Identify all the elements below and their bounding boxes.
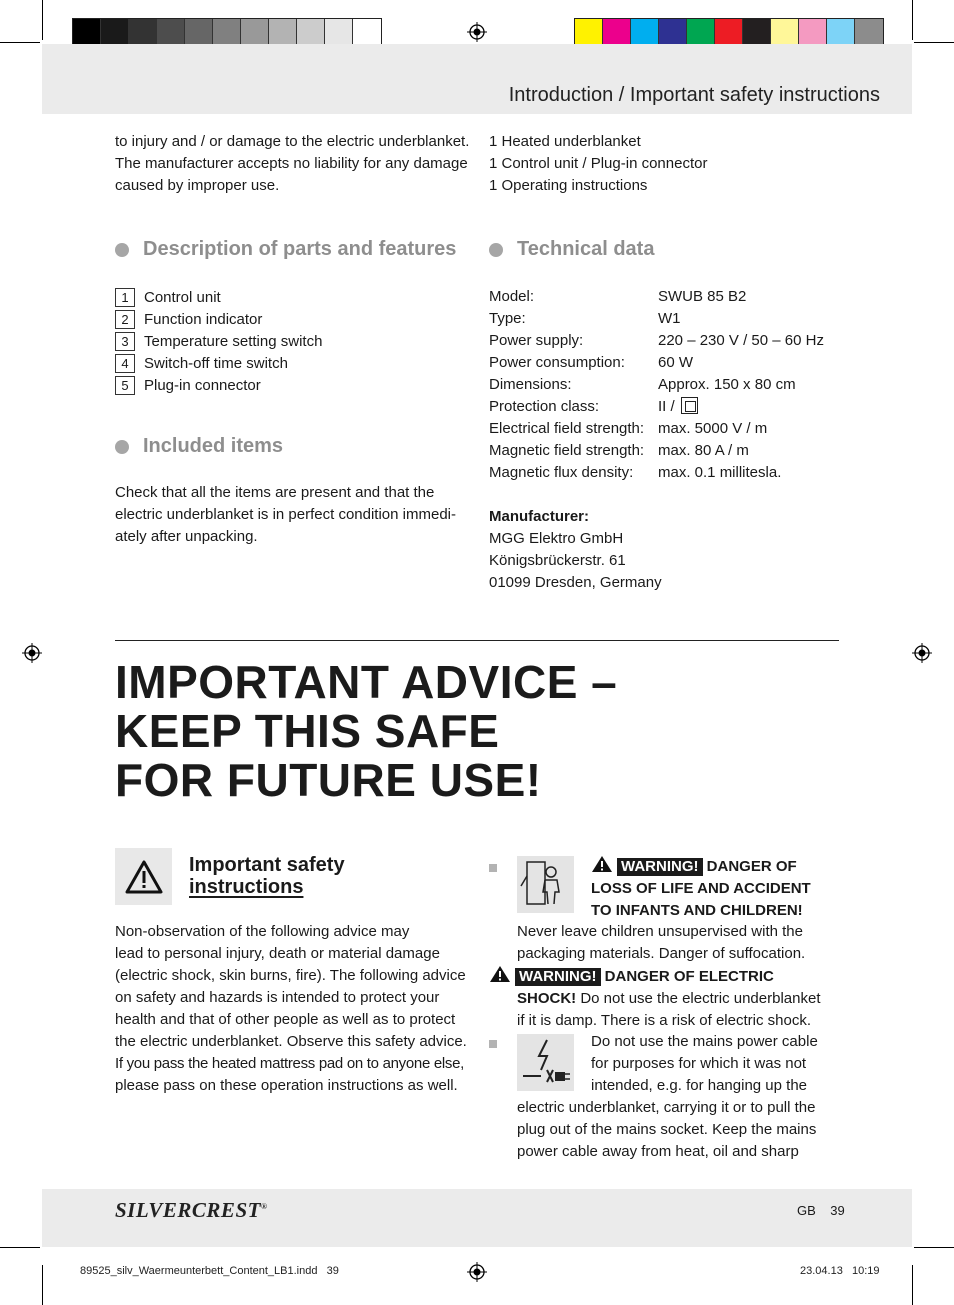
language-code: GB (797, 1203, 816, 1218)
text-line: Non-observation of the following advice may (115, 923, 410, 940)
double-insulation-icon (681, 397, 698, 414)
registration-mark-icon (467, 22, 487, 42)
warning-label: WARNING! (617, 858, 703, 876)
table-row (489, 462, 824, 484)
warning-triangle-icon (489, 965, 511, 983)
spec-value: Approx. 150 x 80 cm (658, 376, 796, 393)
text-line: (electric shock, skin burns, fire). The following advice (115, 967, 466, 984)
advice-title-line: KEEP THIS SAFE (115, 705, 500, 757)
color-swatch (101, 19, 129, 45)
spec-key: Type: (489, 310, 526, 327)
text-line: intended, e.g. for hanging up the (591, 1077, 808, 1094)
brand-logo (115, 1198, 267, 1223)
list-item: 1 Heated underblanket (489, 133, 641, 150)
part-label: Switch-off time switch (144, 354, 288, 372)
section-heading-technical (489, 238, 654, 261)
list-item (115, 374, 322, 396)
process-color-bars (574, 18, 884, 46)
table-row (489, 440, 824, 462)
color-swatch (297, 19, 325, 45)
manufacturer-label: Manufacturer: (489, 508, 590, 525)
section-heading-text: Technical data (517, 238, 655, 260)
registration-mark-icon (22, 643, 42, 663)
color-swatch (603, 19, 631, 45)
color-swatch (185, 19, 213, 45)
spec-key: Power supply: (489, 332, 584, 349)
table-row (489, 352, 824, 374)
spec-value: max. 80 A / m (658, 442, 749, 459)
section-heading-included (115, 435, 283, 458)
file-slug: 89525_silv_Waermeunterbett_Content_LB1.indd 39 (80, 1265, 339, 1277)
color-swatch (157, 19, 185, 45)
child-with-bag-icon (517, 856, 574, 913)
crop-mark (914, 1247, 954, 1248)
bullet-dot-icon (115, 243, 129, 257)
warning-triangle-box (115, 848, 172, 905)
safety-intro-text (115, 921, 475, 1097)
spec-key: Protection class: (489, 398, 600, 415)
spec-key: Model: (489, 288, 535, 305)
text-line: electric underblanket, carrying it or to pull the (517, 1099, 816, 1116)
safety-heading-line: Important safety (189, 854, 345, 876)
text-line: Never leave children unsupervised with the (517, 923, 803, 940)
advice-title-line: IMPORTANT ADVICE – (115, 656, 618, 708)
color-swatch (855, 19, 883, 45)
spec-key: Dimensions: (489, 376, 572, 393)
part-number: 5 (115, 376, 135, 395)
registration-mark-icon (912, 643, 932, 663)
bullet-square-icon (489, 864, 497, 872)
warning-heading: SHOCK! (517, 990, 577, 1007)
text-line: packaging materials. Danger of suffocation. (517, 945, 806, 962)
included-text (115, 482, 475, 548)
color-swatch (213, 19, 241, 45)
color-swatch (325, 19, 353, 45)
color-swatch (269, 19, 297, 45)
crop-mark (0, 42, 40, 43)
bullet-dot-icon (489, 243, 503, 257)
text-line: lead to personal injury, death or material damage (115, 945, 440, 962)
spec-value: SWUB 85 B2 (658, 288, 747, 305)
cable-warning-pictogram (517, 1034, 574, 1091)
intro-text (115, 131, 475, 197)
warning-heading: DANGER OF ELECTRIC (604, 968, 774, 985)
text-line: caused by improper use. (115, 177, 280, 194)
warning-heading: LOSS OF LIFE AND ACCIDENT (591, 880, 811, 897)
text-line: if it is damp. There is a risk of electric shock. (517, 1012, 811, 1029)
advice-title-line: FOR FUTURE USE! (115, 754, 542, 806)
bullet-square-icon (489, 1040, 497, 1048)
gray-color-bars (72, 18, 382, 46)
spec-value (658, 396, 698, 418)
table-row (489, 286, 824, 308)
color-swatch (575, 19, 603, 45)
text-line: on safety and hazards is intended to protect your (115, 989, 440, 1006)
spec-value: max. 0.1 millitesla. (658, 464, 782, 481)
section-heading-text: Included items (143, 435, 284, 457)
list-item (115, 330, 322, 352)
text-line: for purposes for which it was not (591, 1055, 807, 1072)
safety-heading-line: instructions (189, 876, 304, 898)
page-number-value: 39 (830, 1203, 845, 1218)
table-row (489, 418, 824, 440)
crop-mark (42, 0, 43, 40)
crop-mark (914, 42, 954, 43)
manufacturer-line: MGG Elektro GmbH (489, 530, 624, 547)
crop-mark (912, 0, 913, 40)
part-label: Function indicator (144, 310, 263, 328)
part-number: 3 (115, 332, 135, 351)
text-line: Do not use the mains power cable (591, 1033, 818, 1050)
color-swatch (799, 19, 827, 45)
color-swatch (827, 19, 855, 45)
warning-2 (489, 965, 839, 1032)
section-divider (115, 640, 839, 641)
text-line: Check that all the items are present and that the (115, 484, 435, 501)
text-line: electric underblanket is in perfect condition immedi- (115, 506, 456, 523)
warning-3-cont (517, 1097, 816, 1163)
spec-value: 60 W (658, 354, 694, 371)
text-line: power cable away from heat, oil and sharp (517, 1143, 799, 1160)
warning-3 (591, 1031, 818, 1097)
warning-1 (591, 855, 811, 922)
part-label: Plug-in connector (144, 376, 261, 394)
text-line: health and that of other people as well as to protect (115, 1011, 456, 1028)
text-line: Do not use the electric underblanket (576, 990, 821, 1007)
list-item (115, 286, 322, 308)
part-label: Temperature setting switch (144, 332, 323, 350)
color-swatch (715, 19, 743, 45)
list-item: 1 Control unit / Plug-in connector (489, 155, 708, 172)
color-swatch (353, 19, 381, 45)
registered-mark: ® (260, 1202, 268, 1211)
page-number (797, 1203, 845, 1218)
part-number: 1 (115, 288, 135, 307)
text-line: ately after unpacking. (115, 528, 258, 545)
list-item: 1 Operating instructions (489, 177, 648, 194)
spec-value: W1 (658, 310, 681, 327)
bullet-dot-icon (115, 440, 129, 454)
text-line: please pass on these operation instructions as well. (115, 1077, 458, 1094)
warning-heading: TO INFANTS AND CHILDREN! (591, 902, 803, 919)
spec-value: max. 5000 V / m (658, 420, 768, 437)
color-swatch (241, 19, 269, 45)
spec-value: 220 – 230 V / 50 – 60 Hz (658, 332, 824, 349)
technical-data-table (489, 286, 824, 594)
child-warning-pictogram (517, 856, 574, 913)
warning-label: WARNING! (515, 968, 601, 986)
safety-heading (189, 854, 345, 898)
text-line: to injury and / or damage to the electric underblanket. (115, 133, 470, 150)
scope-of-delivery (489, 131, 707, 197)
spec-key: Magnetic flux density: (489, 464, 634, 481)
spec-value-text: II / (658, 398, 679, 415)
text-line: The manufacturer accepts no liability for any damage (115, 155, 468, 172)
crop-mark (0, 1247, 40, 1248)
page-title: Introduction / Important safety instructions (508, 84, 880, 106)
crop-mark (42, 1265, 43, 1305)
warning-1-body (517, 921, 805, 965)
text-line: If you pass the heated mattress pad on to anyone else, (115, 1055, 465, 1072)
table-row (489, 396, 824, 418)
spec-key: Electrical field strength: (489, 420, 645, 437)
color-swatch (771, 19, 799, 45)
part-number: 2 (115, 310, 135, 329)
warning-triangle-icon (124, 859, 164, 895)
warning-heading: DANGER OF (706, 858, 797, 875)
date-slug: 23.04.13 10:19 (800, 1265, 880, 1277)
manufacturer-line: Königsbrückerstr. 61 (489, 552, 626, 569)
lightning-plug-icon (517, 1034, 574, 1091)
advice-title (115, 658, 617, 805)
spec-key: Power consumption: (489, 354, 625, 371)
part-label: Control unit (144, 288, 221, 306)
parts-list (115, 286, 322, 396)
spec-key: Magnetic field strength: (489, 442, 645, 459)
manufacturer-line: 01099 Dresden, Germany (489, 574, 662, 591)
part-number: 4 (115, 354, 135, 373)
color-swatch (631, 19, 659, 45)
warning-triangle-icon (591, 855, 613, 873)
text-line: the electric underblanket. Observe this safety advice. (115, 1033, 467, 1050)
list-item (115, 308, 322, 330)
color-swatch (129, 19, 157, 45)
color-swatch (73, 19, 101, 45)
color-swatch (687, 19, 715, 45)
section-heading-text: Description of parts and features (143, 238, 457, 260)
table-row (489, 374, 824, 396)
brand-name: SILVERCREST (115, 1198, 261, 1222)
text-line: plug out of the mains socket. Keep the mains (517, 1121, 817, 1138)
crop-mark (912, 1265, 913, 1305)
list-item (115, 352, 322, 374)
section-heading-parts (115, 238, 456, 261)
registration-mark-icon (467, 1262, 487, 1282)
table-row (489, 308, 824, 330)
color-swatch (743, 19, 771, 45)
table-row (489, 330, 824, 352)
color-swatch (659, 19, 687, 45)
